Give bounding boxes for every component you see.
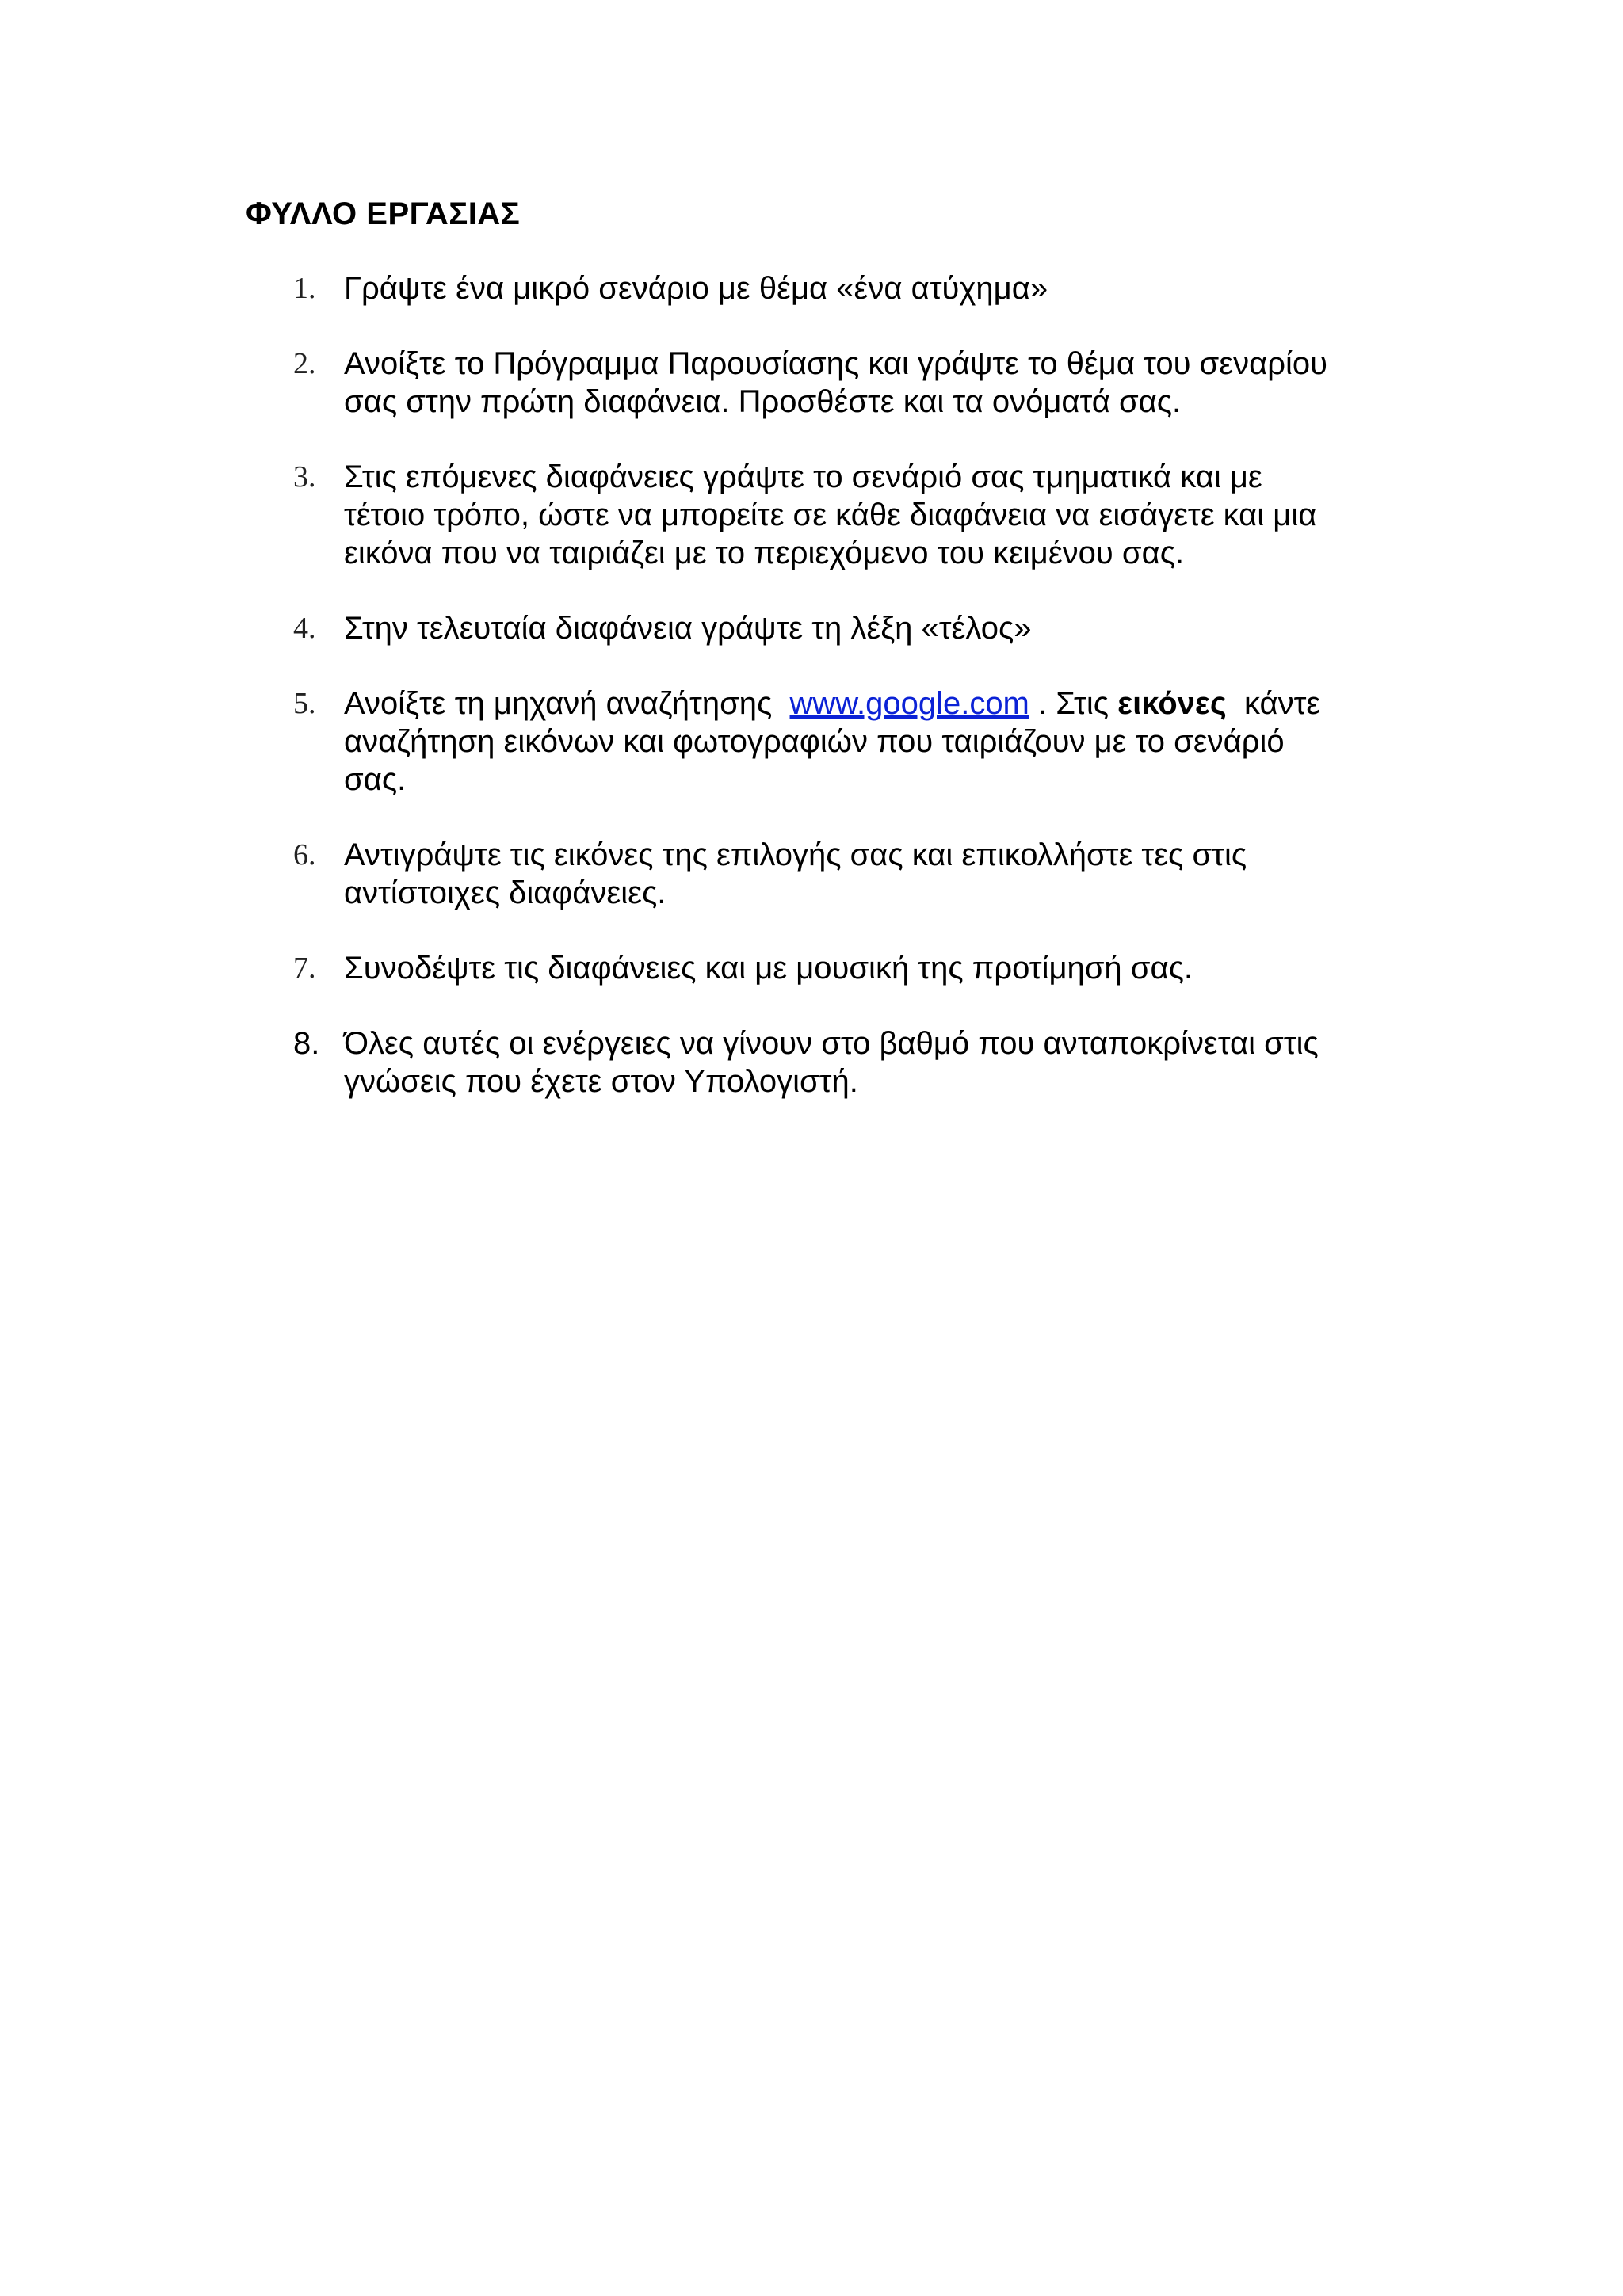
google-link[interactable]: www.google.com	[789, 686, 1029, 721]
list-item-6	[293, 836, 1387, 912]
item-text-line: τέτοιο τρόπο, ώστε να μπορείτε σε κάθε διαφάνεια να εισάγετε και μια	[344, 498, 1317, 532]
item-text: Στην τελευταία διαφάνεια γράψτε τη λέξη «τέλος»	[344, 611, 1032, 646]
item-text-line	[344, 685, 1387, 723]
item-text-line: εικόνα που να ταιριάζει με το περιεχόμενο του κειμένου σας.	[344, 536, 1185, 570]
list-item-2	[293, 345, 1387, 421]
item-text-line: Όλες αυτές οι ενέργειες να γίνουν στο βαθμό που ανταποκρίνεται στις	[344, 1026, 1319, 1061]
item-number: 3.	[293, 460, 316, 494]
item-text: Συνοδέψτε τις διαφάνειες και με μουσική της προτίμησή σας.	[344, 951, 1193, 986]
instruction-list	[293, 269, 1387, 1138]
item-number: 5.	[293, 687, 316, 720]
bold-term-images: εικόνες	[1117, 686, 1227, 721]
item-text-line: Ανοίξτε το Πρόγραμμα Παρουσίασης και γράψτε το θέμα του σεναρίου	[344, 346, 1327, 381]
list-item-4	[293, 609, 1387, 647]
item-text-line: Αντιγράψτε τις εικόνες της επιλογής σας και επικολλήστε τες στις	[344, 837, 1247, 872]
item-text-line: σας.	[344, 762, 407, 797]
list-item-8	[293, 1024, 1387, 1100]
item-text-line: Στις επόμενες διαφάνειες γράψτε το σενάριό σας τμηματικά και με	[344, 460, 1262, 494]
item-text-prefix: Ανοίξτε τη μηχανή αναζήτησης	[344, 686, 773, 721]
item-number: 4.	[293, 612, 316, 645]
list-item-5	[293, 685, 1387, 799]
list-item-1	[293, 269, 1387, 307]
list-item-7	[293, 949, 1387, 987]
item-text: Γράψτε ένα μικρό σενάριο με θέμα «ένα ατύχημα»	[344, 271, 1048, 306]
item-text-line: γνώσεις που έχετε στον Υπολογιστή.	[344, 1064, 858, 1099]
item-number: 2.	[293, 347, 316, 380]
list-item-3	[293, 458, 1387, 572]
item-number: 7.	[293, 952, 316, 985]
item-text-suffix: κάντε	[1243, 686, 1321, 721]
item-text-line: σας στην πρώτη διαφάνεια. Προσθέστε και τα ονόματά σας.	[344, 384, 1182, 419]
item-number: 1.	[293, 272, 316, 305]
worksheet-title: ΦΥΛΛΟ ΕΡΓΑΣΙΑΣ	[246, 196, 521, 231]
item-text-middle: . Στις	[1038, 686, 1109, 721]
item-number: 8.	[293, 1026, 320, 1061]
item-number: 6.	[293, 838, 316, 871]
item-text-line: αναζήτηση εικόνων και φωτογραφιών που ταιριάζουν με το σενάριό	[344, 724, 1285, 759]
item-text-line: αντίστοιχες διαφάνειες.	[344, 875, 666, 910]
